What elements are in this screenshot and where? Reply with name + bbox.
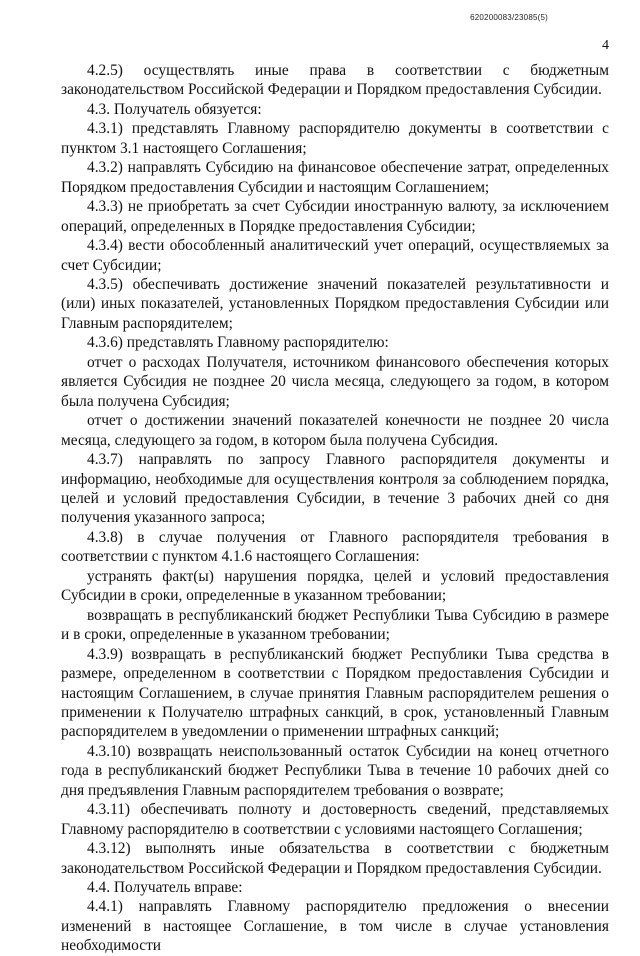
paragraph-4-3-7: 4.3.7) направлять по запросу Главного распорядителя документы и информацию, необходимые для осуществления контроля за соблюдением порядка, целей и условий предоставления Субсидии, в течение 3 рабочих дней со дня получения указанного запроса; <box>61 451 609 527</box>
paragraph-4-2-5: 4.2.5) осуществлять иные права в соответствии с бюджетным законодательством Российской Федерации и Порядком предоставления Субсидии. <box>61 62 609 99</box>
paragraph-4-3-5: 4.3.5) обеспечивать достижение значений показателей результативности и (или) иных показателей, установленных Порядком предоставления Субсидии или Главным распорядителем; <box>61 275 609 332</box>
document-id: 620200083/23085(5) <box>470 13 548 22</box>
paragraph-4-3-3: 4.3.3) не приобретать за счет Субсидии иностранную валюту, за исключением операций, определенных в Порядке предоставления Субсидии; <box>61 198 609 235</box>
paragraph-4-3-9: 4.3.9) возвращать в республиканский бюджет Республики Тыва средства в размере, определенном в соответствии с Порядком предоставления Субсидии и настоящим Соглашением, в случае принятия Главным распорядителем решения о применении к Получателю штрафных санкций, в срок, установленный Главным распорядителем в уведомлении о применении штрафных санкций; <box>61 645 609 741</box>
paragraph-4-3-6: 4.3.6) представлять Главному распорядителю: <box>87 334 389 352</box>
paragraph-4-3-4: 4.3.4) вести обособленный аналитический учет операций, осуществляемых за счет Субсидии; <box>61 237 609 274</box>
paragraph-4-4-1: 4.4.1) направлять Главному распорядителю предложения о внесении изменений в настоящее Соглашение, в том числе в случае установления необходимости <box>61 898 609 955</box>
paragraph-eliminate-violations: устранять факт(ы) нарушения порядка, целей и условий предоставления Субсидии в сроки, определенные в указанном требовании; <box>61 567 609 605</box>
paragraph-return-subsidy: возвращать в республиканский бюджет Республики Тыва Субсидию в размере и в сроки, определенные в указанном требовании; <box>61 606 609 644</box>
paragraph-indicator-report: отчет о достижении значений показателей конечности не позднее 20 числа месяца, следующего за годом, в котором была получена Субсидия. <box>61 412 609 449</box>
paragraph-expense-report: отчет о расходах Получателя, источником финансового обеспечения которых является Субсидия не позднее 20 числа месяца, следующего за годом, в котором была получена Субсидия; <box>61 353 609 410</box>
paragraph-4-3-1: 4.3.1) представлять Главному распорядителю документы в соответствии с пунктом 3.1 настоящего Соглашения; <box>61 120 609 157</box>
paragraph-4-3-8: 4.3.8) в случае получения от Главного распорядителя требования в соответствии с пунктом 4.1.6 настоящего Соглашения: <box>61 528 609 566</box>
paragraph-4-3-10: 4.3.10) возвращать неиспользованный остаток Субсидии на конец отчетного года в республиканский бюджет Республики Тыва в течение 10 рабочих дней со дня предъявления Главным распорядителем требования о возврате; <box>61 742 609 799</box>
paragraph-4-3: 4.3. Получатель обязуется: <box>87 100 262 118</box>
paragraph-4-3-12: 4.3.12) выполнять иные обязательства в соответствии с бюджетным законодательством Российской Федерации и Порядком предоставления Субсидии. <box>61 840 609 877</box>
paragraph-4-3-11: 4.3.11) обеспечивать полноту и достоверность сведений, представляемых Главному распорядителю в соответствии с условиями настоящего Соглашения; <box>61 801 609 838</box>
document-body <box>61 61 609 956</box>
page-number: 4 <box>602 38 609 53</box>
paragraph-4-3-2: 4.3.2) направлять Субсидию на финансовое обеспечение затрат, определенных Порядком предоставления Субсидии и настоящим Соглашением; <box>61 159 609 196</box>
paragraph-4-4: 4.4. Получатель вправе: <box>87 879 243 897</box>
